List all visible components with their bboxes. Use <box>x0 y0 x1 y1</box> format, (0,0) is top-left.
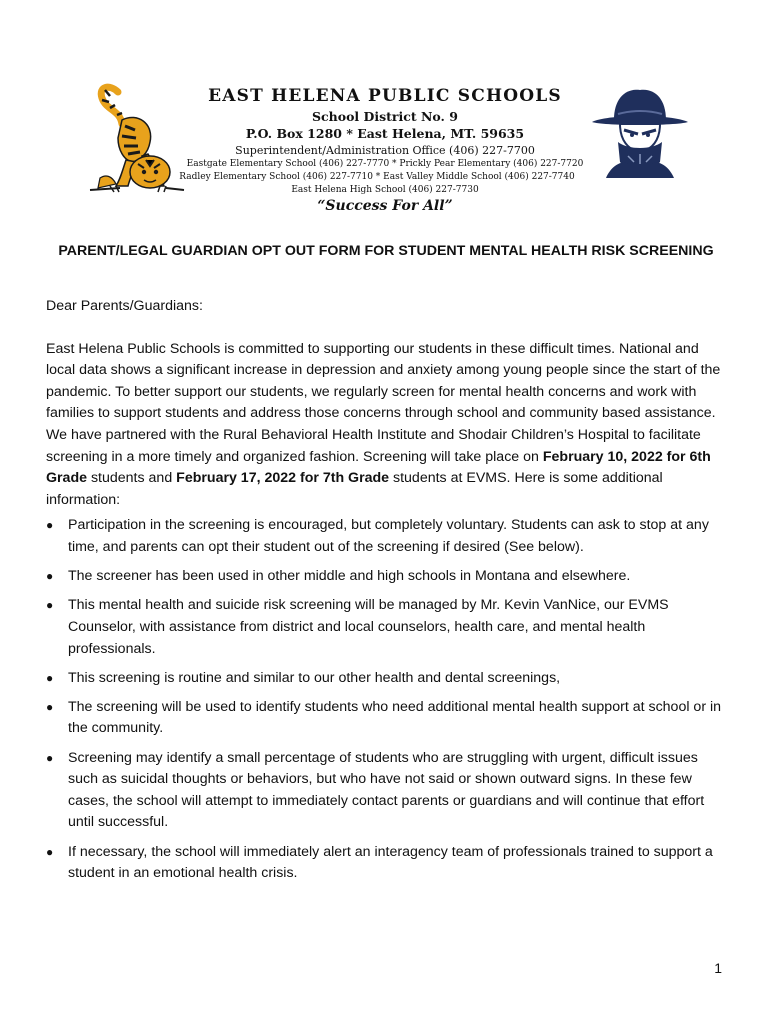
mailing-address: P.O. Box 1280 * East Helena, MT. 59635 <box>245 126 525 141</box>
list-item <box>46 748 726 834</box>
bullet-icon: ● <box>46 569 54 584</box>
salutation: Dear Parents/Guardians: <box>46 298 203 314</box>
list-item <box>46 515 726 558</box>
list-item <box>46 697 726 740</box>
schools-line-2: Radley Elementary School (406) 227-7710 * East Valley Middle School (406) 227-7740 <box>179 172 575 182</box>
bandit-mascot-icon <box>588 84 692 178</box>
list-item <box>46 566 726 588</box>
motto: “Success For All” <box>317 198 453 214</box>
schools-line-1: Eastgate Elementary School (406) 227-7770 * Prickly Pear Elementary (406) 227-7720 <box>186 159 584 169</box>
list-item <box>46 842 726 885</box>
bullet-icon: ● <box>46 598 54 613</box>
intro-text-1: East Helena Public Schools is committed to supporting our students in these difficult times. National and local data shows a significant increase in depression and anxiety among young people since the start of the pandemic. To better support our students, we regularly screen for mental health concerns and work with families to support students and address those concerns through school and community based assistance. We have partnered with the Rural Behavioral Health Institute and Shodair Children’s Hospital to facilitate screening in a more timely and organized fashion. Screening will take place on <box>46 340 721 465</box>
form-title: PARENT/LEGAL GUARDIAN OPT OUT FORM FOR STUDENT MENTAL HEALTH RISK SCREENING <box>58 243 714 259</box>
list-item-text: Participation in the screening is encouraged, but completely voluntary. Students can ask to stop at any time, and parents can opt their student out of the screening if desired (See below). <box>68 517 709 555</box>
schools-line-3: East Helena High School (406) 227-7730 <box>291 185 479 195</box>
information-list <box>46 515 726 884</box>
list-item <box>46 668 726 690</box>
bullet-icon: ● <box>46 518 54 533</box>
list-item-text: The screening will be used to identify students who need additional mental health support at school or in the community. <box>68 698 722 737</box>
bullet-icon: ● <box>46 844 54 859</box>
screening-date-6th: February 10, 2022 for 6th Grade <box>46 448 711 487</box>
bullet-icon: ● <box>46 670 54 685</box>
page-number: 1 <box>714 960 722 976</box>
district-name: School District No. 9 <box>312 109 458 124</box>
list-item <box>46 595 726 660</box>
bullet-icon: ● <box>46 750 54 765</box>
list-item-text: This mental health and suicide risk screening will be managed by Mr. Kevin VanNice, our EVMS Counselor, with assistance from district and local counselors, health care, and mental health professionals. <box>68 597 669 657</box>
letterhead <box>0 80 770 220</box>
list-item-text: The screener has been used in other middle and high schools in Montana and elsewhere. <box>68 568 631 585</box>
intro-text-3: students at EVMS. Here is some additional information: <box>46 470 663 508</box>
superintendent-office: Superintendent/Administration Office (406) 227-7700 <box>235 144 535 157</box>
screening-date-7th: February 17, 2022 for 7th Grade <box>176 470 390 487</box>
list-item-text: This screening is routine and similar to our other health and dental screenings, <box>68 669 561 686</box>
list-item-text: Screening may identify a small percentage of students who are struggling with urgent, difficult issues such as suicidal thoughts or behaviors, but who have not said or shown outward signs. In these few cases, the school will attempt to immediately contact parents or guardians and will continue that effort until successful. <box>68 749 705 831</box>
list-item-text: If necessary, the school will immediately alert an interagency team of professionals trained to support a student in an emotional health crisis. <box>68 843 713 882</box>
bullet-icon: ● <box>46 699 54 714</box>
intro-text-2: students and <box>87 470 177 487</box>
school-name: EAST HELENA PUBLIC SCHOOLS <box>208 86 562 106</box>
intro-paragraph <box>46 339 726 512</box>
form-body <box>46 240 726 892</box>
